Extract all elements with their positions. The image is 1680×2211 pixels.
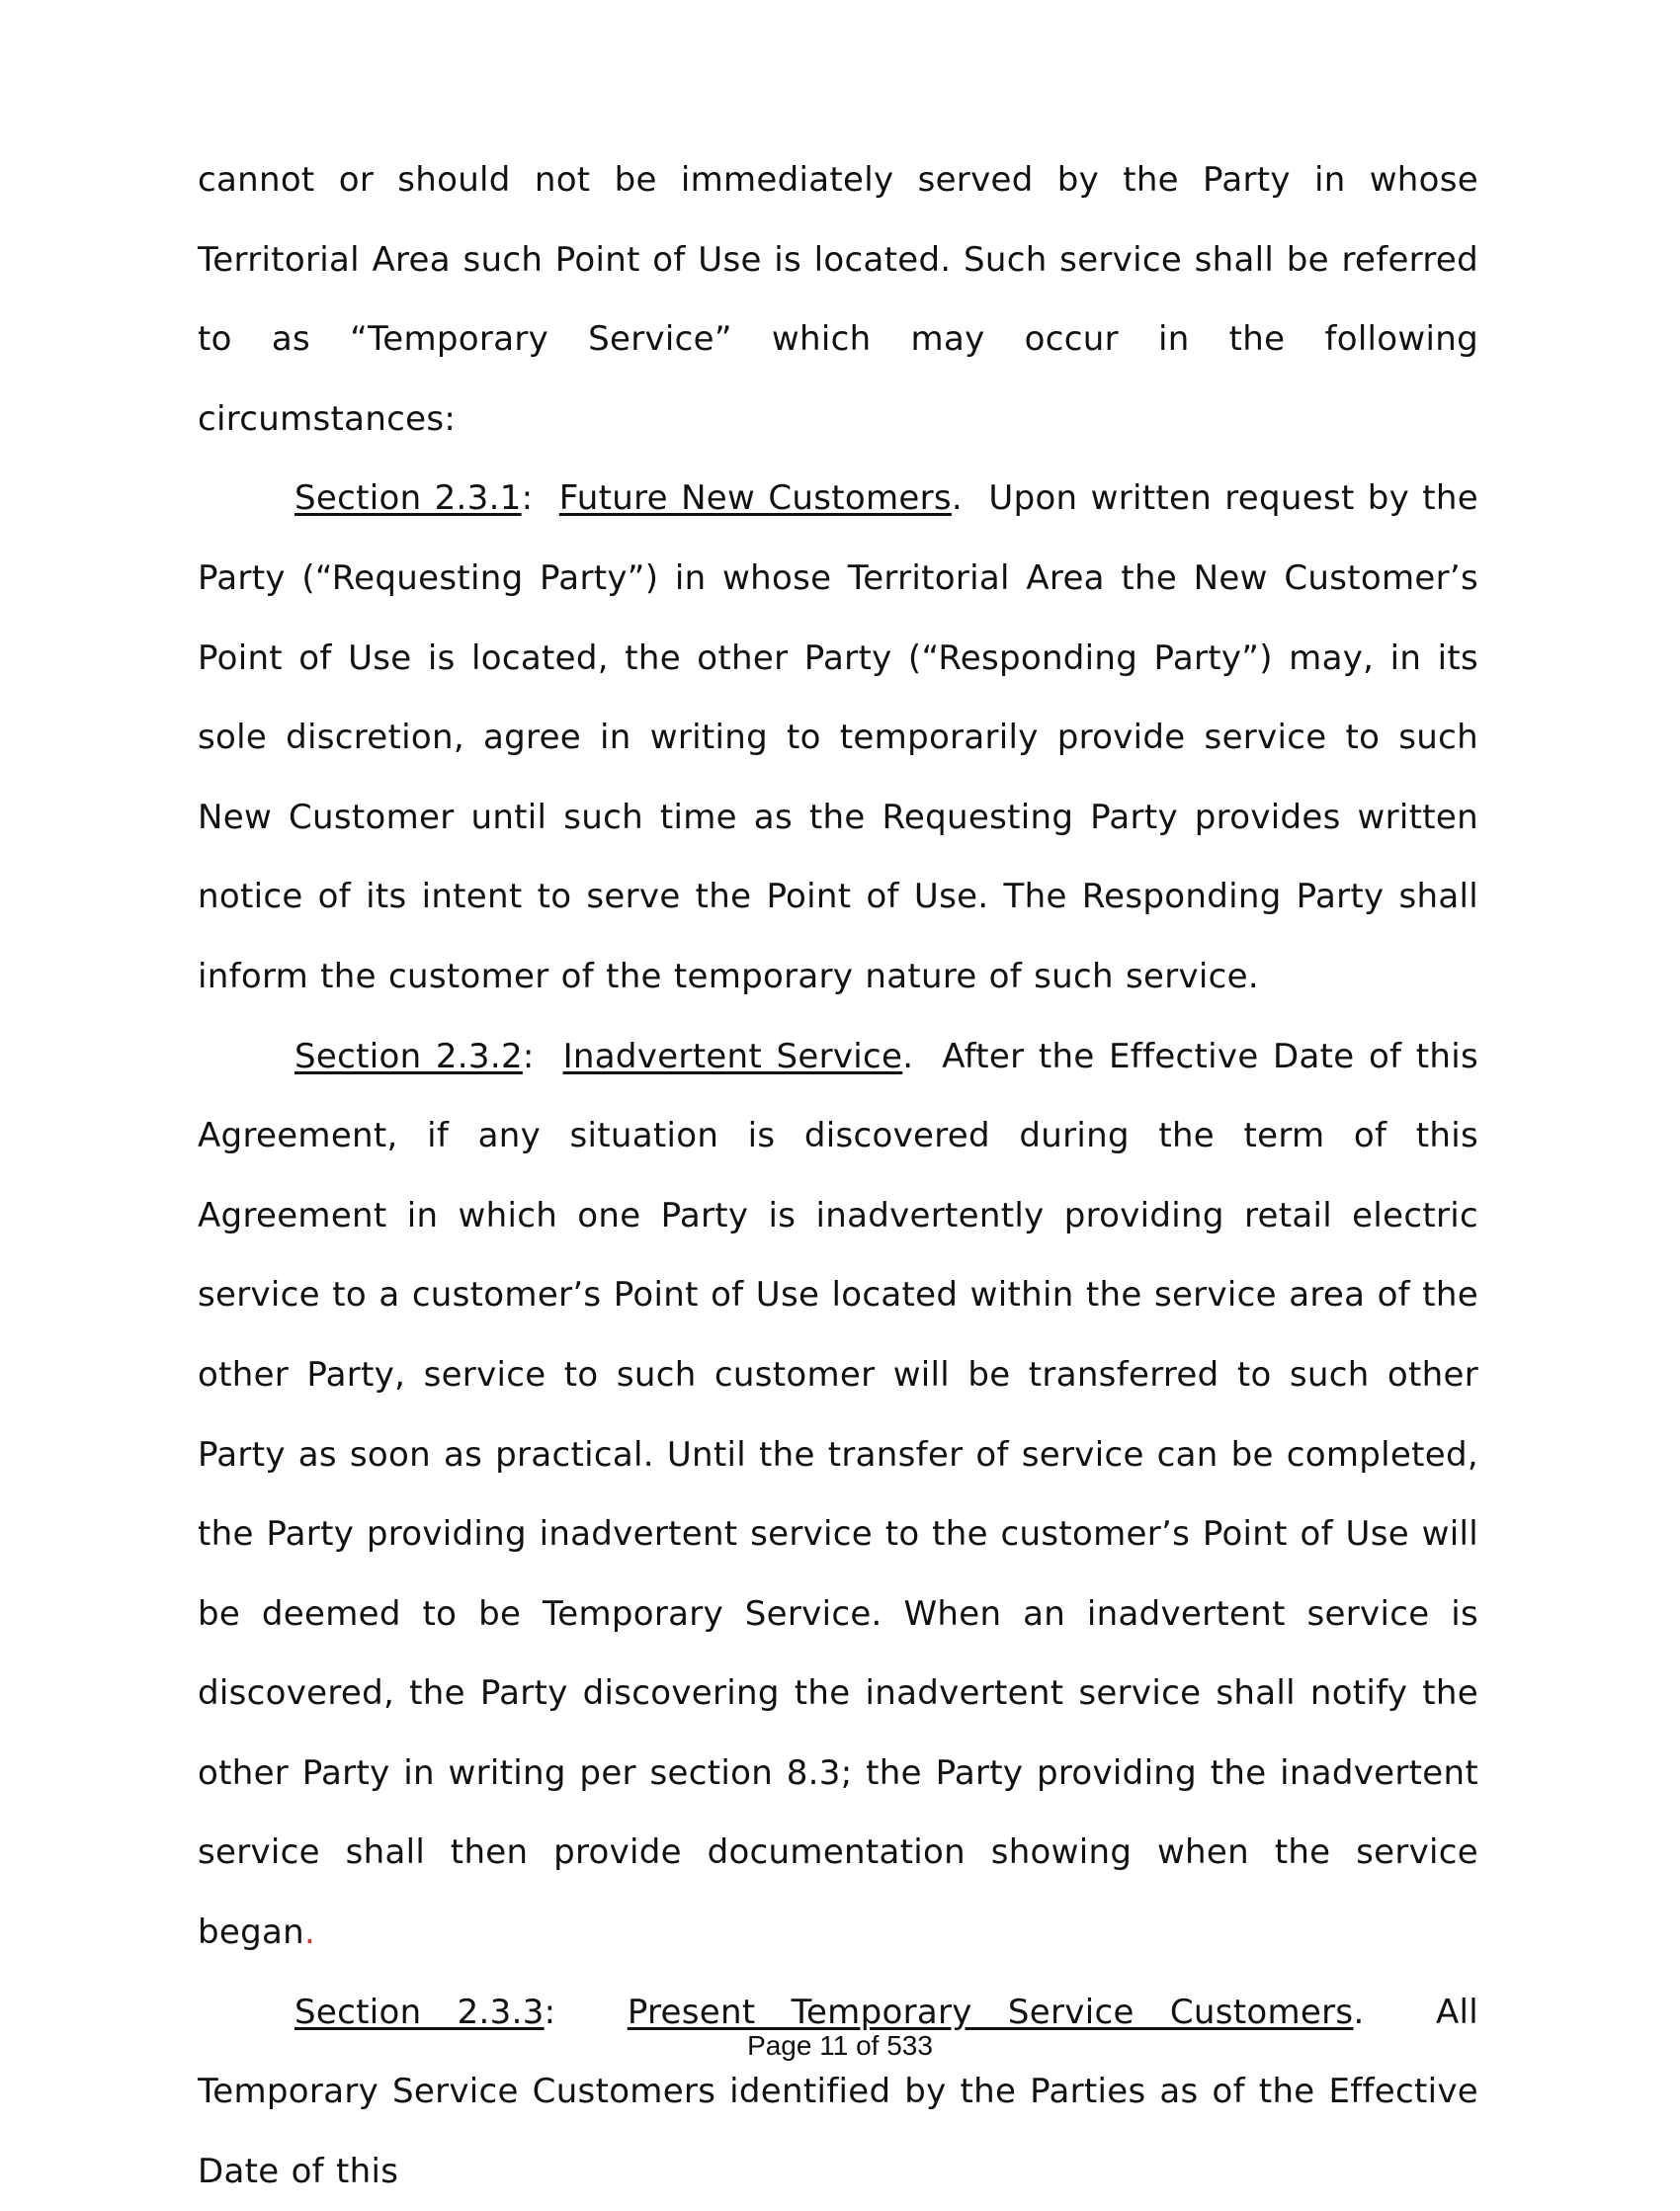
section-2-3-2-number: Section 2.3.2: [294, 1036, 523, 1076]
section-2-3-2-body-end: .: [303, 1913, 316, 1953]
section-2-3-3-title-end: .: [1353, 1992, 1365, 2032]
section-2-3-3-title: Present Temporary Service Customers: [627, 1992, 1354, 2032]
document-body: [198, 140, 1478, 2211]
intro-paragraph: [198, 140, 1478, 459]
page-number: Page 11 of 533: [747, 2030, 933, 2061]
section-2-3-3-colon: :: [544, 1992, 556, 2032]
intro-text: cannot or should not be immediately served by the Party in whose Territorial Area such Point of Use is located. Such service shall be referred to as “Temporary Service” which may occur in the following circumstances:: [198, 160, 1478, 439]
section-2-3-2-body: After the Effective Date of this Agreement, if any situation is discovered during the term of this Agreement in which one Party is inadvertently providing retail electric service to a customer’s Point of Use located within the service area of the other Party, service to such customer will be transferred to such other Party as soon as practical. Until the transfer of service can be completed, the Party providing inadvertent service to the customer’s Point of Use will be deemed to be Temporary Service. When an inadvertent service is discovered, the Party discovering the inadvertent service shall notify the other Party in writing per section 8.3; the Party providing the inadvertent service shall then provide documentation showing when the service began: [198, 1036, 1479, 1953]
section-2-3-3-paragraph: [198, 1973, 1478, 2211]
section-2-3-3-number: Section 2.3.3: [294, 1992, 545, 2032]
section-2-3-2-colon: :: [522, 1036, 535, 1076]
section-2-3-1-colon: :: [521, 478, 534, 519]
section-2-3-1-title: Future New Customers: [558, 478, 952, 519]
section-2-3-1-number: Section 2.3.1: [294, 478, 522, 519]
section-2-3-1-paragraph: [198, 459, 1478, 1016]
section-2-3-2-paragraph: [198, 1017, 1478, 1973]
section-2-3-2-title: Inadvertent Service: [562, 1036, 903, 1076]
section-2-3-1-title-end: .: [951, 478, 963, 519]
section-2-3-1-body: Upon written request by the Party (“Requesting Party”) in whose Territorial Area the New Customer’s Point of Use is located, the other Party (“Responding Party”) may, in its sole discretion, agree in writing to temporarily provide service to such New Customer until such time as the Requesting Party provides written notice of its intent to serve the Point of Use. The Responding Party shall inform the customer of the temporary nature of such service.: [198, 478, 1478, 996]
section-2-3-3-body: All Temporary Service Customers identified by the Parties as of the Effective Date of this: [198, 1992, 1479, 2191]
section-2-3-2-title-end: .: [902, 1036, 914, 1076]
